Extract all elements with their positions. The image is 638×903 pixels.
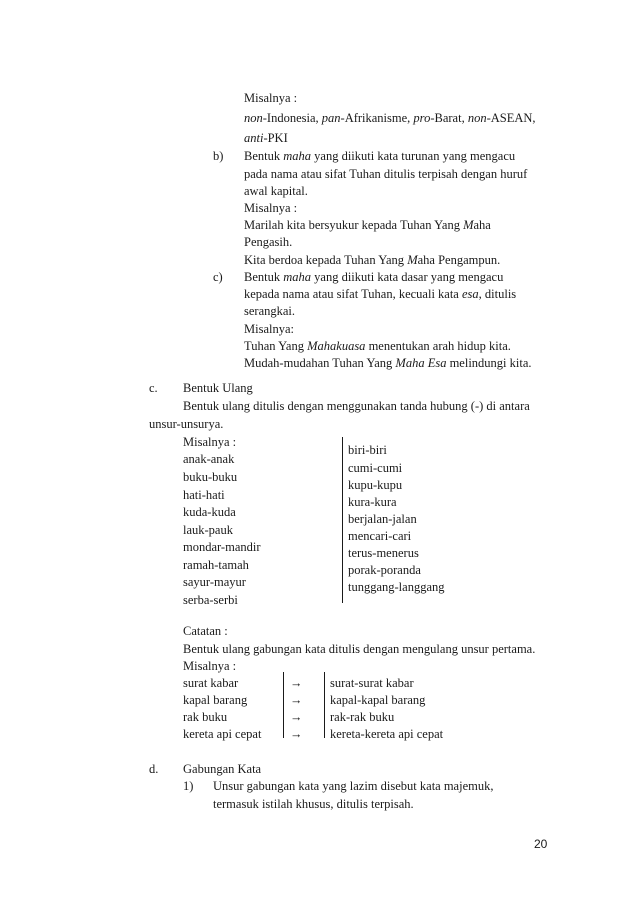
rule-text: kepada nama atau sifat Tuhan, kecuali kata esa, ditulis: [244, 287, 517, 301]
example-label: Misalnya:: [244, 322, 294, 336]
section-marker: c.: [149, 381, 158, 395]
list-item: cumi-cumi: [348, 461, 403, 475]
list-item: mencari-cari: [348, 529, 412, 543]
list-item: terus-menerus: [348, 546, 419, 560]
base-phrase: kereta api cepat: [183, 727, 262, 741]
list-item: berjalan-jalan: [348, 512, 417, 526]
base-phrase: kapal barang: [183, 693, 248, 707]
arrow-icon: →: [290, 727, 303, 741]
list-item: kura-kura: [348, 495, 397, 509]
paragraph: unsur-unsurya.: [149, 417, 224, 431]
note-text: Bentuk ulang gabungan kata ditulis dengan mengulang unsur pertama.: [183, 642, 536, 656]
list-item: tunggang-langgang: [348, 580, 445, 594]
base-phrase: rak buku: [183, 710, 228, 724]
reduplicated-phrase: kereta-kereta api cepat: [330, 727, 444, 741]
list-item: sayur-mayur: [183, 575, 246, 589]
example-label: Misalnya :: [244, 201, 298, 215]
example-sentence: Pengasih.: [244, 235, 293, 249]
example-sentence: Tuhan Yang Mahakuasa menentukan arah hidup kita.: [244, 339, 511, 353]
reduplicated-phrase: surat-surat kabar: [330, 676, 414, 690]
example-prefix-line: anti-PKI: [244, 131, 288, 145]
list-marker: c): [213, 270, 223, 284]
column-divider: [324, 672, 325, 738]
rule-text: Bentuk maha yang diikuti kata dasar yang mengacu: [244, 270, 504, 284]
note-label: Catatan :: [183, 624, 228, 638]
list-item: serba-serbi: [183, 593, 238, 607]
section-heading: Gabungan Kata: [183, 762, 262, 776]
example-prefix-line: non-Indonesia, pan-Afrikanisme, pro-Barat, non-ASEAN,: [244, 111, 536, 125]
arrow-icon: →: [290, 710, 303, 724]
paragraph: Bentuk ulang ditulis dengan menggunakan tanda hubung (-) di antara: [183, 399, 530, 413]
list-item: lauk-pauk: [183, 523, 233, 537]
section-heading: Bentuk Ulang: [183, 381, 253, 395]
example-sentence: Marilah kita bersyukur kepada Tuhan Yang Maha: [244, 218, 491, 232]
list-item: hati-hati: [183, 488, 225, 502]
reduplicated-phrase: rak-rak buku: [330, 710, 395, 724]
base-phrase: surat kabar: [183, 676, 239, 690]
list-item: anak-anak: [183, 452, 235, 466]
list-item: porak-poranda: [348, 563, 421, 577]
list-item: kuda-kuda: [183, 505, 236, 519]
list-item: mondar-mandir: [183, 540, 261, 554]
rule-text: Bentuk maha yang diikuti kata turunan yang mengacu: [244, 149, 516, 163]
page-number: 20: [534, 837, 548, 851]
example-label: Misalnya :: [244, 91, 298, 105]
column-divider: [342, 437, 343, 603]
rule-text: pada nama atau sifat Tuhan ditulis terpisah dengan huruf: [244, 167, 528, 181]
list-item: kupu-kupu: [348, 478, 403, 492]
section-marker: d.: [149, 762, 159, 776]
rule-text: Unsur gabungan kata yang lazim disebut kata majemuk,: [213, 779, 494, 793]
list-marker: 1): [183, 779, 194, 793]
example-label: Misalnya :: [183, 659, 237, 673]
example-label: Misalnya :: [183, 435, 237, 449]
arrow-icon: →: [290, 693, 303, 707]
rule-text: termasuk istilah khusus, ditulis terpisah.: [213, 797, 414, 811]
list-item: buku-buku: [183, 470, 238, 484]
example-sentence: Mudah-mudahan Tuhan Yang Maha Esa melindungi kita.: [244, 356, 532, 370]
arrow-icon: →: [290, 676, 303, 690]
rule-text: serangkai.: [244, 304, 296, 318]
rule-text: awal kapital.: [244, 184, 308, 198]
list-marker: b): [213, 149, 224, 163]
list-item: ramah-tamah: [183, 558, 249, 572]
reduplicated-phrase: kapal-kapal barang: [330, 693, 426, 707]
example-sentence: Kita berdoa kepada Tuhan Yang Maha Pengampun.: [244, 253, 501, 267]
column-divider: [283, 672, 284, 738]
list-item: biri-biri: [348, 443, 387, 457]
